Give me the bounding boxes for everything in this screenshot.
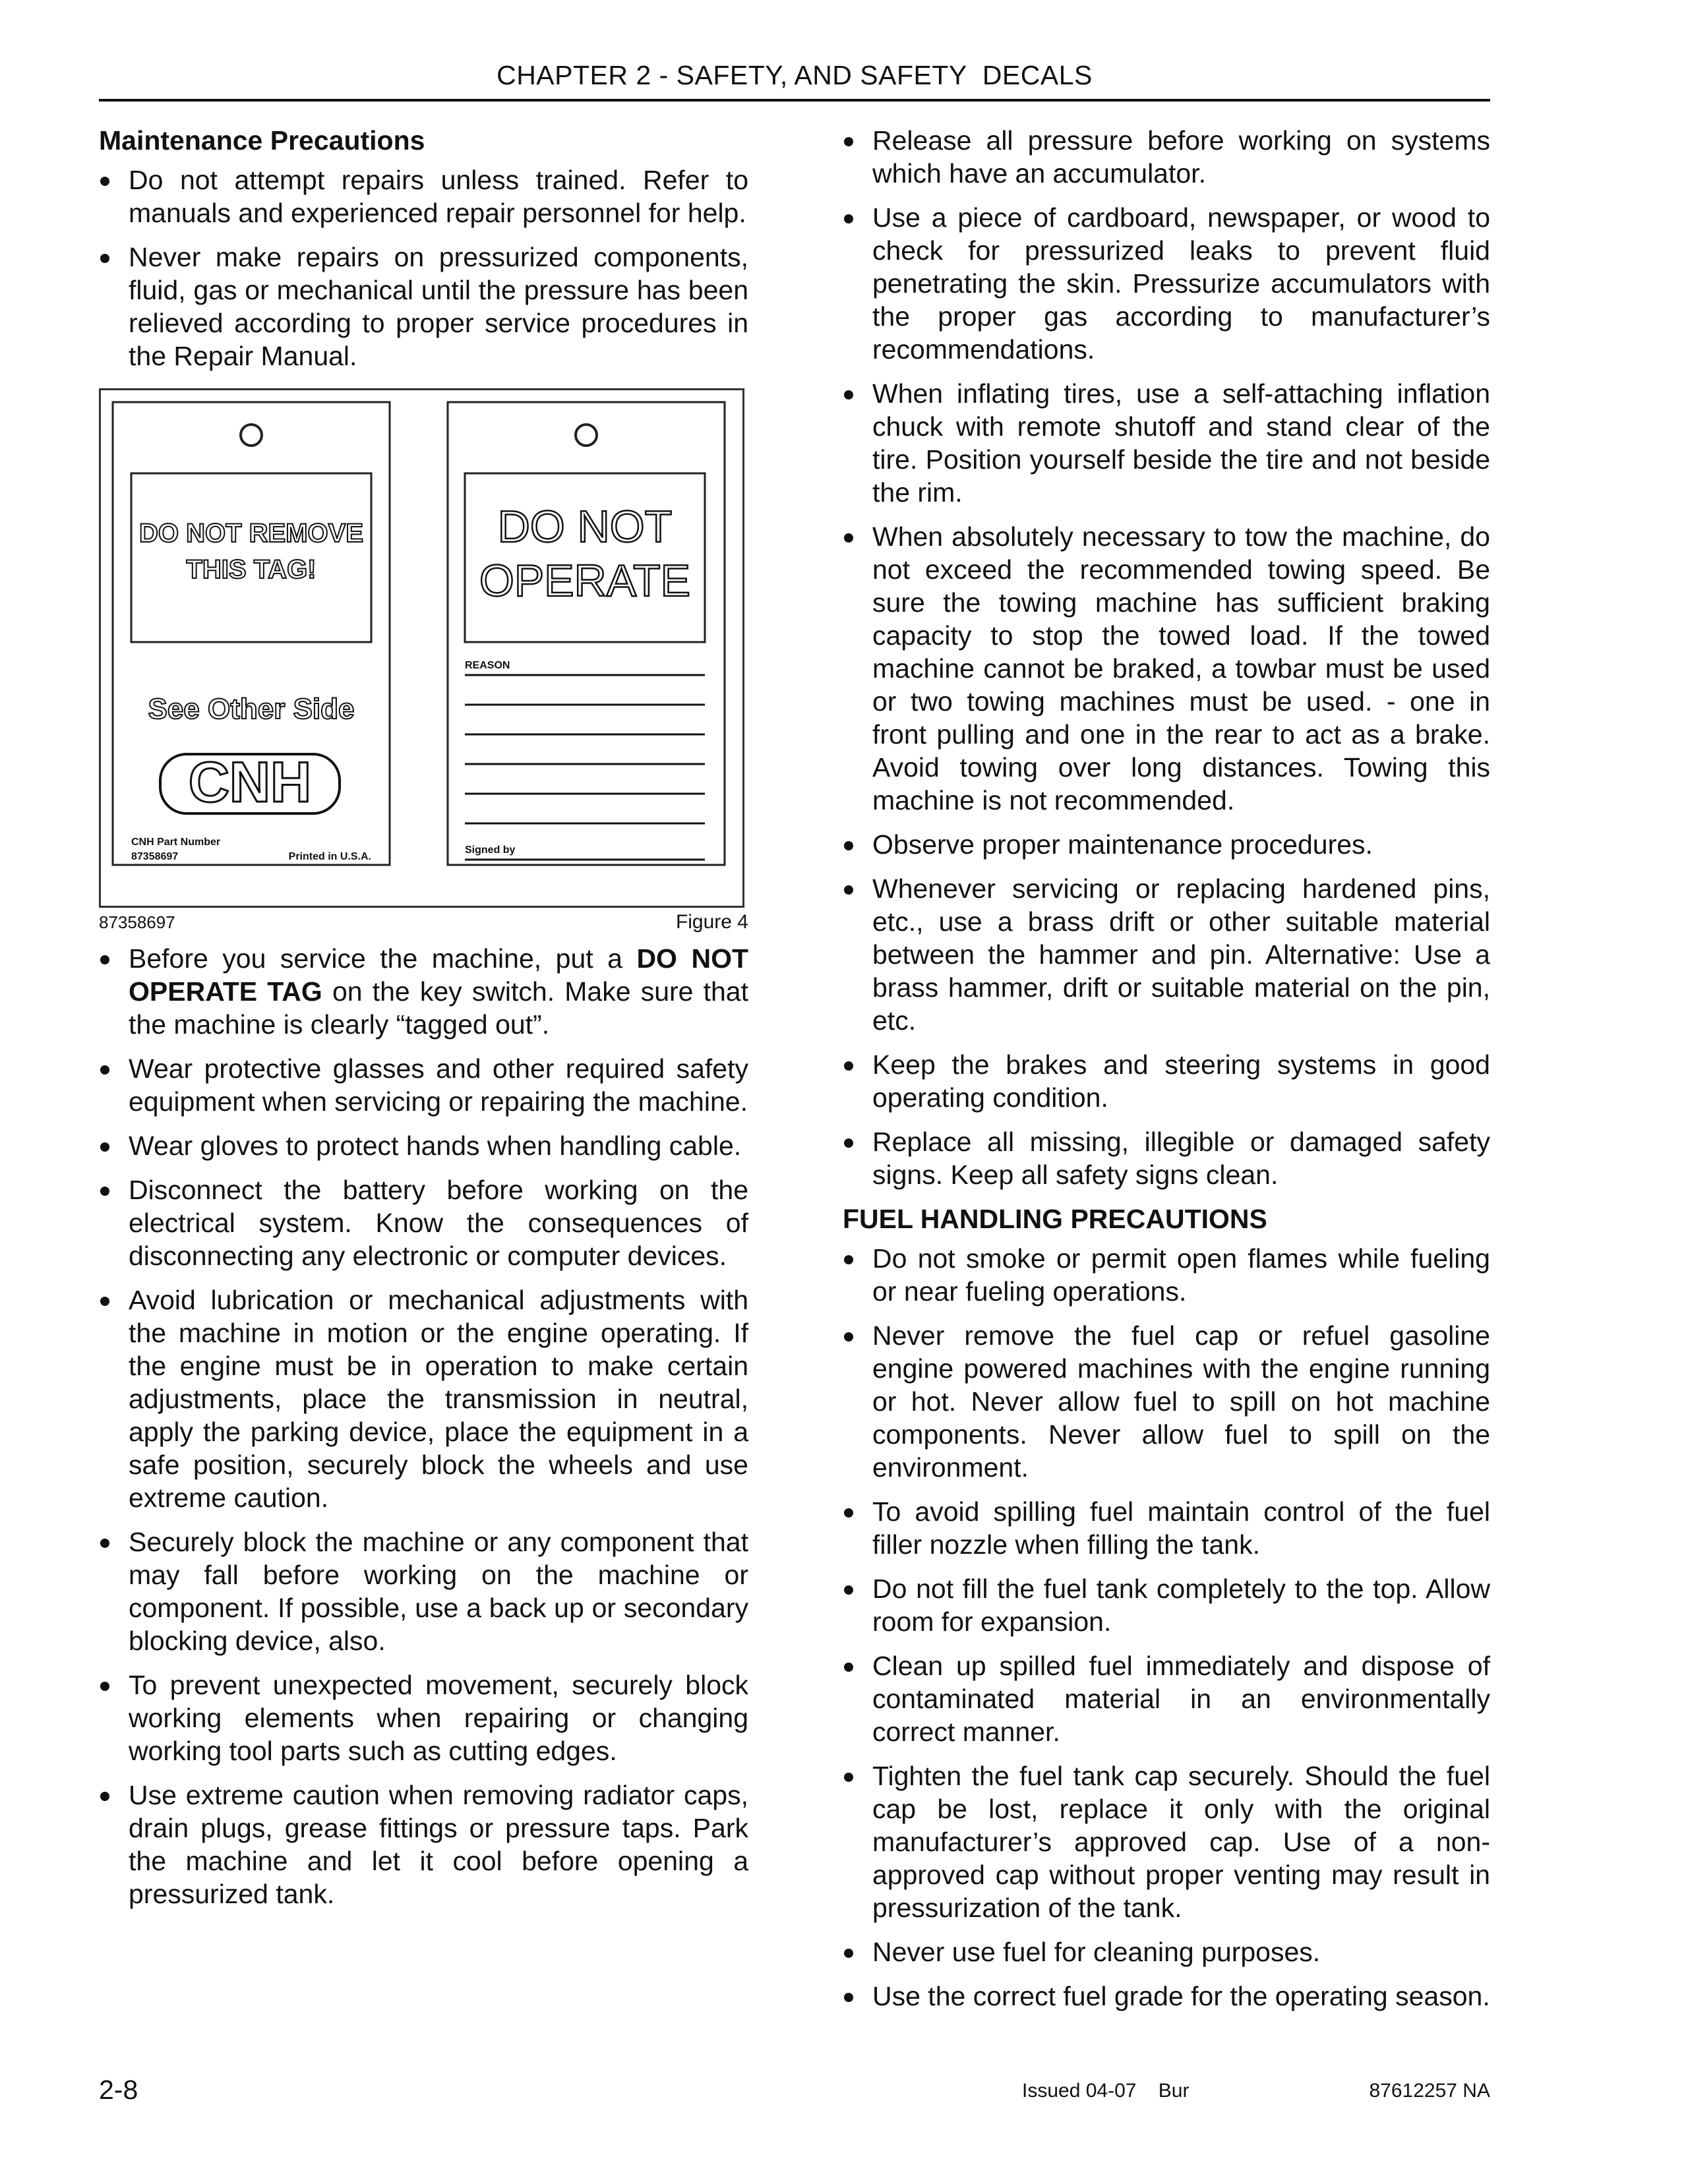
maintenance-list-continued <box>843 124 1490 1191</box>
section-title-maintenance: Maintenance Precautions <box>99 125 425 156</box>
list-item: When inflating tires, use a self-attaching inflation chuck with remote shutoff and stand clear of the tire. Position yourself beside the tire and not beside the rim. <box>843 377 1490 509</box>
document-number: 87612257 NA <box>1369 2080 1490 2102</box>
tag-left-line1: DO NOT REMOVE <box>138 519 364 548</box>
list-item: Never use fuel for cleaning purposes. <box>843 1935 1490 1968</box>
page-footer <box>99 2070 1490 2110</box>
tag-right-line1: DO NOT <box>497 502 673 552</box>
page-number: 2-8 <box>99 2075 138 2105</box>
figure-tags <box>99 388 744 908</box>
maintenance-list-top <box>99 163 748 372</box>
tag-right-reason: REASON <box>465 660 510 671</box>
left-column <box>99 124 748 1922</box>
section-title-fuel: FUEL HANDLING PRECAUTIONS <box>843 1204 1267 1234</box>
maintenance-list-bottom <box>99 942 748 1910</box>
tag-left-line2: THIS TAG! <box>186 555 316 584</box>
list-item: Release all pressure before working on systems which have an accumulator. <box>843 124 1490 190</box>
list-item: Wear protective glasses and other required safety equipment when servicing or repairing the machine. <box>99 1052 748 1118</box>
list-item: Never make repairs on pressurized components, fluid, gas or mechanical until the pressure has been relieved according to proper service procedures in the Repair Manual. <box>99 241 748 372</box>
list-item: Wear gloves to protect hands when handling cable. <box>99 1129 748 1162</box>
tag-illustration <box>101 390 742 906</box>
tag-right-signed: Signed by <box>465 844 516 856</box>
chapter-title: CHAPTER 2 - SAFETY, AND SAFETY DECALS <box>497 60 1093 90</box>
list-item: Tighten the fuel tank cap securely. Should the fuel cap be lost, replace it only with the original manufacturer’s approved cap. Use of a non-approved cap without proper venting may result in pressurization of the tank. <box>843 1759 1490 1924</box>
list-item: Avoid lubrication or mechanical adjustments with the machine in motion or the engine operating. If the engine must be in operation to make certain adjustments, place the transmission in neutral, apply the parking device, place the equipment in a safe position, securely block the wheels and use extreme caution. <box>99 1284 748 1514</box>
list-item: To avoid spilling fuel maintain control of the fuel filler nozzle when filling the tank. <box>843 1495 1490 1561</box>
issue-date: Issued 04-07 Bur <box>1022 2080 1190 2102</box>
fuel-list <box>843 1242 1490 2013</box>
list-item: Securely block the machine or any component that may fall before working on the machine or component. If possible, use a back up or secondary blocking device, also. <box>99 1525 748 1657</box>
figure-id: 87358697 <box>99 912 175 932</box>
list-item: Replace all missing, illegible or damaged safety signs. Keep all safety signs clean. <box>843 1125 1490 1191</box>
list-item: Use a piece of cardboard, newspaper, or wood to check for pressurized leaks to prevent fluid penetrating the skin. Pressurize accumulators with the proper gas according to manufacturer’s recommendations. <box>843 201 1490 366</box>
list-item: Never remove the fuel cap or refuel gasoline engine powered machines with the engine running or hot. Never allow fuel to spill on hot machine components. Never allow fuel to spill on the environment. <box>843 1319 1490 1484</box>
list-item: Observe proper maintenance procedures. <box>843 828 1490 861</box>
list-item: Do not attempt repairs unless trained. Refer to manuals and experienced repair personnel for help. <box>99 163 748 229</box>
right-column <box>843 124 1490 2024</box>
tag-left-printed: Printed in U.S.A. <box>288 851 371 862</box>
list-item: Before you service the machine, put a DO NOT OPERATE TAG on the key switch. Make sure that the machine is clearly “tagged out”. <box>99 942 748 1041</box>
tag-left-part-number: 87358697 <box>131 851 179 862</box>
cnh-logo <box>160 751 340 814</box>
page-header <box>99 55 1490 102</box>
list-item: Whenever servicing or replacing hardened pins, etc., use a brass drift or other suitable material between the hammer and pin. Alternative: Use a brass hammer, drift or suitable material on the pin, etc. <box>843 872 1490 1037</box>
list-item: Disconnect the battery before working on the electrical system. Know the consequences of disconnecting any electronic or computer devices. <box>99 1173 748 1272</box>
list-item: Do not fill the fuel tank completely to the top. Allow room for expansion. <box>843 1572 1490 1638</box>
tag-left-part-label: CNH Part Number <box>131 837 221 848</box>
tag-right-line2: OPERATE <box>479 556 690 606</box>
list-item: Use extreme caution when removing radiator caps, drain plugs, grease fittings or pressure taps. Park the machine and let it cool before opening a pressurized tank. <box>99 1779 748 1910</box>
figure-caption <box>99 908 748 937</box>
list-item: Keep the brakes and steering systems in good operating condition. <box>843 1048 1490 1114</box>
list-item: To prevent unexpected movement, securely block working elements when repairing or changing working tool parts such as cutting edges. <box>99 1668 748 1767</box>
cnh-logo-text: CNH <box>188 751 312 814</box>
list-item: When absolutely necessary to tow the machine, do not exceed the recommended towing speed. Be sure the towing machine has sufficient braking capacity to stop the towed load. If the towed machine cannot be braked, a towbar must be used or two towing machines must be used. - one in front pulling and one in the rear to act as a brake. Avoid towing over long distances. Towing this machine is not recommended. <box>843 520 1490 817</box>
list-item: Use the correct fuel grade for the operating season. <box>843 1980 1490 2013</box>
figure-label: Figure 4 <box>675 911 748 933</box>
list-item: Do not smoke or permit open flames while fueling or near fueling operations. <box>843 1242 1490 1308</box>
tag-left-see-other-side: See Other Side <box>148 693 355 725</box>
list-item: Clean up spilled fuel immediately and dispose of contaminated material in an environmentally correct manner. <box>843 1649 1490 1748</box>
